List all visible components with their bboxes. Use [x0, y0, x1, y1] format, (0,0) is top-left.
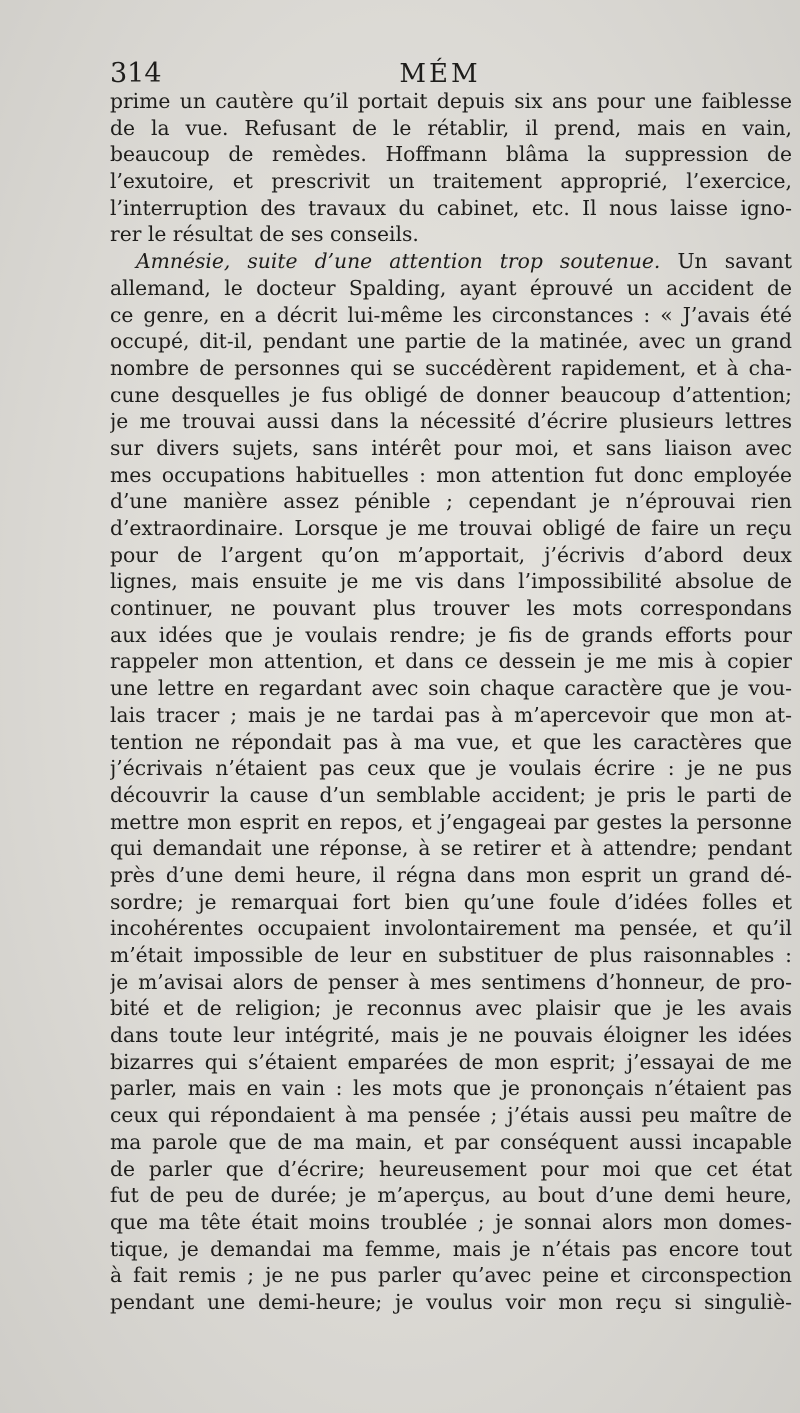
body-text: [110, 88, 792, 1316]
text-line-content: tention ne répondait pas à ma vue, et que les caractères que: [110, 729, 792, 754]
text-line-content: tique, je demandai ma femme, mais je n’étais pas encore tout: [110, 1236, 792, 1261]
text-line: [110, 1102, 792, 1129]
text-line: [110, 88, 792, 115]
text-line: [110, 515, 792, 542]
text-line: [110, 248, 792, 275]
text-line-content: fut de peu de durée; je m’aperçus, au bout d’une demi heure,: [110, 1183, 792, 1208]
text-line-content: incohérentes occupaient involontairement ma pensée, et qu’il: [110, 916, 792, 941]
text-line: [110, 382, 792, 409]
text-line: [110, 648, 792, 675]
text-line: [110, 1022, 792, 1049]
text-line: [110, 408, 792, 435]
text-line: [110, 595, 792, 622]
text-line-content: beaucoup de remèdes. Hoffmann blâma la suppression de: [110, 142, 792, 167]
text-line-content: sordre; je remarquai fort bien qu’une foule d’idées folles et: [110, 889, 792, 914]
text-line: [110, 568, 792, 595]
text-line-content: parler, mais en vain : les mots que je prononçais n’étaient pas: [110, 1076, 792, 1101]
text-line: [110, 141, 792, 168]
text-line-content: occupé, dit-il, pendant une partie de la matinée, avec un grand: [110, 329, 792, 354]
text-line-content: l’interruption des travaux du cabinet, etc. Il nous laisse igno-: [110, 195, 792, 220]
text-line: [110, 755, 792, 782]
text-line-content: mes occupations habituelles : mon attention fut donc employée: [110, 462, 792, 487]
text-line: [110, 675, 792, 702]
text-line-content: je m’avisai alors de penser à mes sentimens d’honneur, de pro-: [110, 969, 792, 994]
text-line: [110, 542, 792, 569]
text-line: [110, 995, 792, 1022]
text-line: [110, 809, 792, 836]
text-line-content: rer le résultat de ses conseils.: [110, 222, 419, 247]
text-line-content: mettre mon esprit en repos, et j’engageai par gestes la personne: [110, 809, 792, 834]
text-line: [110, 462, 792, 489]
text-line: [110, 915, 792, 942]
text-line: [110, 195, 792, 222]
text-line-content: d’extraordinaire. Lorsque je me trouvai obligé de faire un reçu: [110, 516, 792, 540]
text-line-content: Un savant: [660, 249, 792, 274]
text-line-content: de parler que d’écrire; heureusement pour moi que cet état: [110, 1156, 792, 1181]
text-line: [110, 1156, 792, 1183]
page-number: 314: [110, 58, 162, 89]
text-line: [110, 702, 792, 729]
text-line-content: dans toute leur intégrité, mais je ne pouvais éloigner les idées: [110, 1023, 792, 1048]
text-line-content: rappeler mon attention, et dans ce dessein je me mis à copier: [110, 649, 792, 674]
text-line-content: lignes, mais ensuite je me vis dans l’impossibilité absolue de: [110, 569, 792, 594]
text-line-content: cune desquelles je fus obligé de donner beaucoup d’attention;: [110, 382, 792, 407]
text-line: [110, 942, 792, 969]
text-line: [110, 355, 792, 382]
text-line: [110, 1209, 792, 1236]
text-line-content: l’exutoire, et prescrivit un traitement approprié, l’exercice,: [110, 169, 792, 194]
text-line: [110, 1289, 792, 1316]
text-line: [110, 302, 792, 329]
text-line-content: lais tracer ; mais je ne tardai pas à m’apercevoir que mon at-: [110, 702, 792, 727]
text-line: [110, 1182, 792, 1209]
text-line-content: découvrir la cause d’un semblable accident; je pris le parti de: [110, 782, 792, 807]
text-line: [110, 115, 792, 142]
text-line: [110, 835, 792, 862]
text-line: [110, 1075, 792, 1102]
text-line-content: pour de l’argent qu’on m’apportait, j’écrivis d’abord deux: [110, 542, 792, 567]
text-line: [110, 328, 792, 355]
text-line-content: que ma tête était moins troublée ; je sonnai alors mon domes-: [110, 1209, 792, 1234]
text-line-content: ma parole que de ma main, et par conséquent aussi incapable: [110, 1129, 792, 1154]
text-line: [110, 221, 792, 248]
text-line-content: j’écrivais n’étaient pas ceux que je voulais écrire : je ne pus: [110, 756, 792, 781]
text-line-content: aux idées que je voulais rendre; je fis de grands efforts pour: [110, 622, 792, 647]
section-heading-italic: Amnésie, suite d’une attention trop soutenue.: [136, 249, 661, 274]
text-line: [110, 275, 792, 302]
text-line-content: à fait remis ; je ne pus parler qu’avec peine et circonspection: [110, 1263, 792, 1288]
text-line-content: prime un cautère qu’il portait depuis six ans pour une faiblesse: [110, 89, 792, 113]
text-line: [110, 168, 792, 195]
text-line-content: je me trouvai aussi dans la nécessité d’écrire plusieurs lettres: [110, 409, 792, 434]
text-line-content: m’était impossible de leur en substituer de plus raisonnables :: [110, 943, 792, 967]
text-line-content: ceux qui répondaient à ma pensée ; j’étais aussi peu maître de: [110, 1103, 792, 1128]
text-line-content: continuer, ne pouvant plus trouver les mots correspondans: [110, 596, 792, 621]
text-line-content: d’une manière assez pénible ; cependant je n’éprouvai rien: [110, 489, 792, 514]
text-line-content: qui demandait une réponse, à se retirer et à attendre; pendant: [110, 836, 792, 861]
text-line: [110, 1262, 792, 1289]
text-line-content: sur divers sujets, sans intérêt pour moi, et sans liaison avec: [110, 435, 792, 460]
text-line-content: pendant une demi-heure; je voulus voir mon reçu si singuliè-: [110, 1289, 792, 1314]
text-line: [110, 435, 792, 462]
text-line-content: bité et de religion; je reconnus avec plaisir que je les avais: [110, 996, 792, 1021]
text-line: [110, 889, 792, 916]
text-line-content: de la vue. Refusant de le rétablir, il prend, mais en vain,: [110, 115, 792, 140]
text-line: [110, 622, 792, 649]
text-line-content: ce genre, en a décrit lui-même les circonstances : « J’avais été: [110, 302, 792, 327]
text-line: [110, 1129, 792, 1156]
text-line: [110, 729, 792, 756]
text-line-content: bizarres qui s’étaient emparées de mon esprit; j’essayai de me: [110, 1049, 792, 1074]
text-line: [110, 969, 792, 996]
text-line: [110, 1236, 792, 1263]
text-line-content: allemand, le docteur Spalding, ayant éprouvé un accident de: [110, 275, 792, 300]
text-line-content: près d’une demi heure, il régna dans mon esprit un grand dé-: [110, 862, 792, 887]
text-line: [110, 782, 792, 809]
text-line: [110, 488, 792, 515]
text-line: [110, 862, 792, 889]
text-line: [110, 1049, 792, 1076]
text-line-content: une lettre en regardant avec soin chaque caractère que je vou-: [110, 676, 792, 701]
running-head: MÉM: [399, 59, 481, 89]
text-line-content: nombre de personnes qui se succédèrent rapidement, et à cha-: [110, 355, 792, 380]
